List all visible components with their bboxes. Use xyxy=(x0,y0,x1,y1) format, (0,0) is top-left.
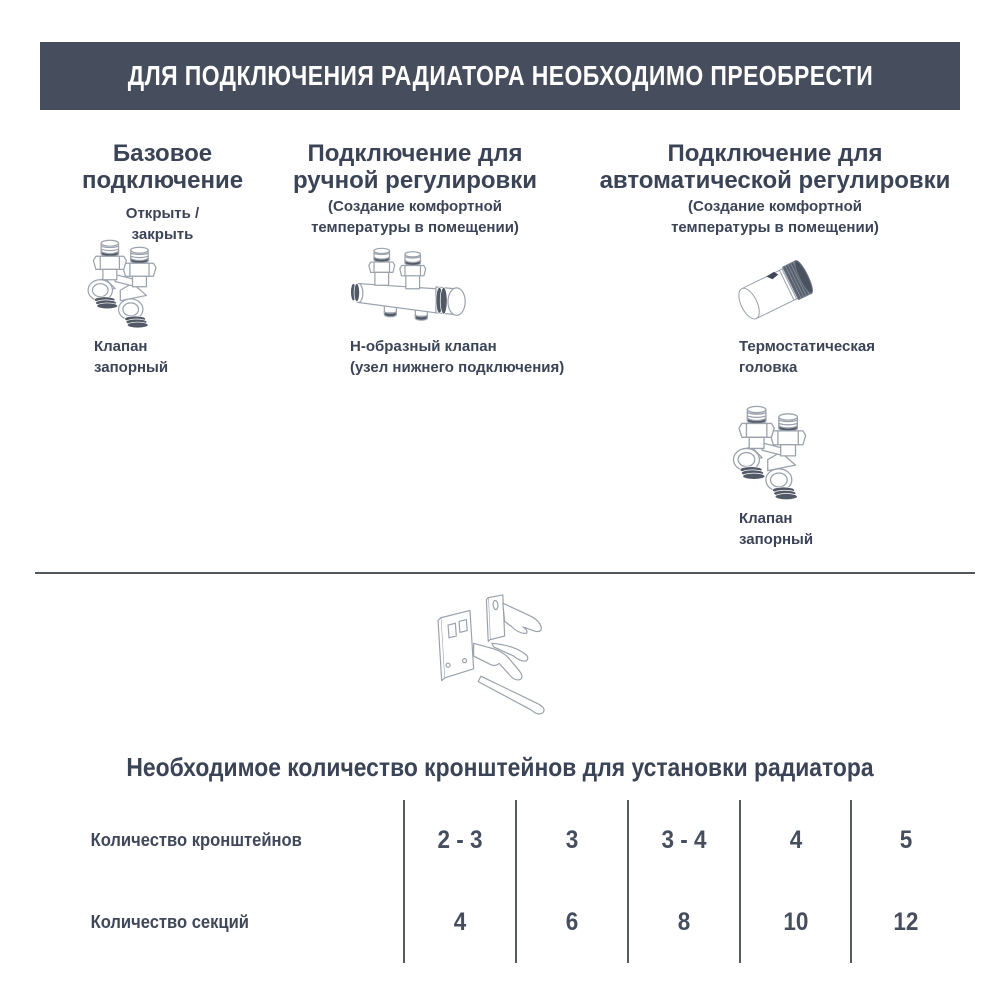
table-cell xyxy=(515,800,627,881)
thermostatic-head-illustration xyxy=(730,248,824,332)
corner-valve-illustration xyxy=(730,404,824,504)
label-line: головка xyxy=(739,359,798,376)
table-cell xyxy=(515,881,627,963)
label-line: Клапан xyxy=(94,338,148,355)
subtitle-line: температуры в помещении) xyxy=(311,219,519,236)
table-cell xyxy=(850,881,960,963)
label-line: (узел нижнего подключения) xyxy=(350,359,565,376)
cell-value: 5 xyxy=(899,826,913,854)
header-banner xyxy=(40,42,960,110)
brackets-table xyxy=(40,800,960,963)
section-divider xyxy=(35,572,975,574)
title-line: подключение xyxy=(81,167,244,194)
cell-value: 12 xyxy=(893,907,919,936)
subtitle-line: (Создание комфортной xyxy=(688,198,862,215)
cell-value: 8 xyxy=(677,907,691,936)
column-title-automatic-regulation xyxy=(575,140,975,194)
table-cell xyxy=(850,800,960,881)
title-line: Подключение для xyxy=(667,140,883,167)
row-label: Количество кронштейнов xyxy=(90,830,302,850)
cell-value: 4 xyxy=(789,826,802,854)
title-line: Подключение для xyxy=(307,140,523,167)
column-title-manual-regulation xyxy=(275,140,555,194)
table-cell xyxy=(403,800,515,881)
label-line: запорный xyxy=(739,531,814,548)
table-cell xyxy=(403,881,515,963)
cell-value: 10 xyxy=(782,907,809,936)
table-row-brackets-count xyxy=(40,800,960,881)
column-title-basic-connection xyxy=(10,140,315,194)
label-line: Термостатическая xyxy=(739,338,875,355)
column-subtitle-automatic-regulation xyxy=(575,196,975,238)
table-cell xyxy=(739,800,850,881)
item-label-shutoff-valve xyxy=(739,508,959,550)
cell-value: 3 xyxy=(565,826,579,854)
item-label-h-valve xyxy=(350,336,590,378)
column-subtitle-manual-regulation xyxy=(275,196,555,238)
corner-valve-illustration xyxy=(84,238,174,332)
cell-value: 3 - 4 xyxy=(661,826,707,854)
header-title: ДЛЯ ПОДКЛЮЧЕНИЯ РАДИАТОРА НЕОБХОДИМО ПРЕОБРЕСТИ xyxy=(127,60,873,91)
label-line: запорный xyxy=(94,359,169,376)
table-cell xyxy=(627,800,739,881)
title-line: автоматической регулировки xyxy=(599,167,951,194)
subtitle-line: закрыть xyxy=(131,226,194,243)
cell-value: 6 xyxy=(565,907,579,936)
h-valve-illustration xyxy=(346,244,476,330)
title-line: Базовое xyxy=(112,140,213,167)
table-row-sections-count xyxy=(40,881,960,963)
item-label-thermostatic-head xyxy=(739,336,959,378)
subtitle-line: (Создание комфортной xyxy=(328,198,502,215)
brackets-section-title: Необходимое количество кронштейнов для установки радиатора xyxy=(126,752,874,782)
table-cell xyxy=(739,881,850,963)
cell-value: 2 - 3 xyxy=(437,826,483,854)
cell-value: 4 xyxy=(453,907,467,936)
row-label: Количество секций xyxy=(90,911,249,932)
subtitle-line: температуры в помещении) xyxy=(671,219,879,236)
table-cell xyxy=(627,881,739,963)
label-line: Клапан xyxy=(739,510,793,527)
item-label-shutoff-valve xyxy=(94,336,314,378)
label-line: Н-образный клапан xyxy=(350,338,497,355)
title-line: ручной регулировки xyxy=(292,167,538,194)
subtitle-line: Открыть / xyxy=(125,205,200,222)
wall-brackets-illustration xyxy=(428,588,574,726)
